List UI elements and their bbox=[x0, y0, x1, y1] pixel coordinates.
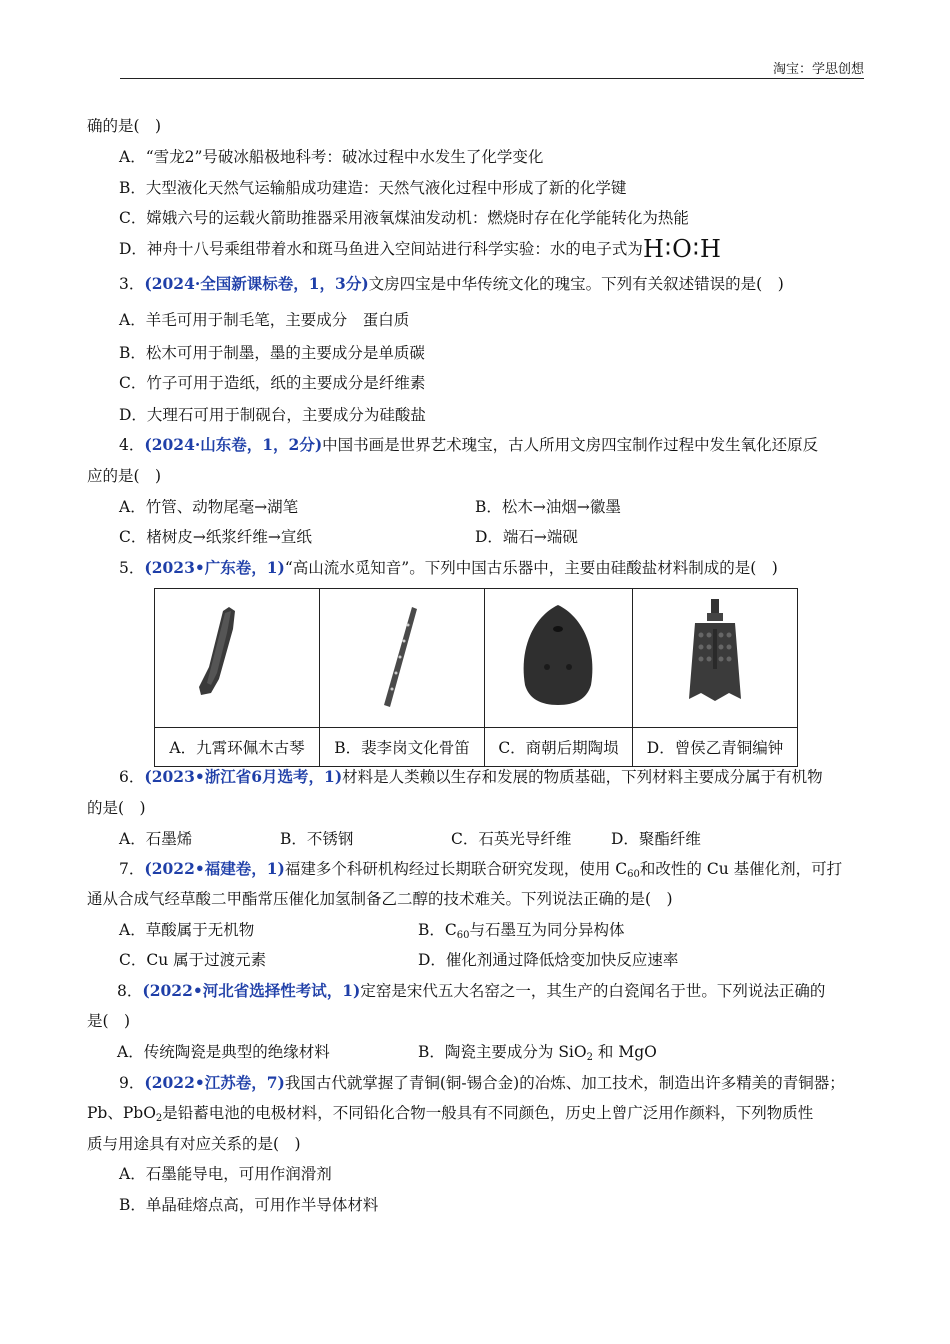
q3-option-b: B．松木可用于制墨，墨的主要成分是单质碳 bbox=[119, 344, 425, 362]
q7-option-c: C．Cu 属于过渡元素 bbox=[119, 951, 267, 969]
q9-number: 9． bbox=[119, 1074, 145, 1092]
q9-stem-text: 我国古代就掌握了青铜(铜-锡合金)的冶炼、加工技术，制造出许多精美的青铜器； bbox=[284, 1074, 845, 1092]
q9-stem-line3: 质与用途具有对应关系的是( ) bbox=[87, 1135, 301, 1153]
q2-option-d bbox=[119, 235, 722, 263]
q6-option-b: B．不锈钢 bbox=[280, 830, 354, 848]
instrument-caption-c: C．商朝后期陶埙 bbox=[485, 728, 633, 767]
q7-option-b-subscript: 60 bbox=[456, 930, 470, 941]
q5-stem-text: “高山流水觅知音”。下列中国古乐器中，主要由硅酸盐材料制成的是( ) bbox=[284, 559, 778, 577]
q2-option-d-text: D．神舟十八号乘组带着水和斑马鱼进入空间站进行科学实验：水的电子式为 bbox=[119, 240, 643, 258]
q7-source: (2022•福建卷，1) bbox=[144, 859, 285, 878]
q6-source: (2023•浙江省6月选考，1) bbox=[144, 767, 343, 786]
q7-option-b-a: B．C bbox=[418, 921, 457, 939]
q4-stem-line2: 应的是( ) bbox=[87, 467, 162, 485]
q6-option-c: C．石英光导纤维 bbox=[451, 830, 572, 848]
q8-option-a: A．传统陶瓷是典型的绝缘材料 bbox=[117, 1043, 330, 1061]
q7-option-d: D．催化剂通过降低焓变加快反应速率 bbox=[418, 951, 679, 969]
q5-stem bbox=[119, 557, 778, 579]
guqin-image-cell bbox=[155, 589, 320, 728]
q4-option-b: B．松木→油烟→徽墨 bbox=[475, 498, 621, 516]
instrument-caption-b: B．裴李岗文化骨笛 bbox=[320, 728, 485, 767]
q4-stem bbox=[119, 434, 818, 456]
q3-option-c: C．竹子可用于造纸，纸的主要成分是纤维素 bbox=[119, 374, 426, 392]
q8-option-b-b: 和 MgO bbox=[592, 1043, 657, 1061]
bianzhong-image-cell bbox=[633, 589, 798, 728]
q5-source: (2023•广东卷，1) bbox=[144, 558, 285, 577]
q9-stem2-b: 是铅蓄电池的电极材料，不同铅化合物一般具有不同颜色，历史上曾广泛用作颜料，下列物质性 bbox=[162, 1104, 814, 1122]
q6-stem-line2: 的是( ) bbox=[87, 799, 146, 817]
q2-stem-tail: 确的是( ) bbox=[87, 117, 162, 135]
q8-stem-line2: 是( ) bbox=[87, 1012, 131, 1030]
q2-option-b: B．大型液化天然气运输船成功建造：天然气液化过程中形成了新的化学键 bbox=[119, 179, 627, 197]
q9-stem2-a: Pb、PbO bbox=[87, 1104, 156, 1122]
q7-number: 7． bbox=[119, 860, 145, 878]
q7-option-a: A．草酸属于无机物 bbox=[119, 921, 255, 939]
q4-option-c: C．楮树皮→纸浆纤维→宣纸 bbox=[119, 528, 312, 546]
q6-stem-text: 材料是人类赖以生存和发展的物质基础，下列材料主要成分属于有机物 bbox=[342, 768, 823, 786]
q3-option-d: D．大理石可用于制砚台，主要成分为硅酸盐 bbox=[119, 406, 426, 424]
q9-option-b: B．单晶硅熔点高，可用作半导体材料 bbox=[119, 1196, 379, 1214]
q7-option-b-b: 与石墨互为同分异构体 bbox=[469, 921, 625, 939]
q7-stem bbox=[119, 858, 842, 886]
q7-option-b bbox=[418, 919, 625, 947]
q4-number: 4． bbox=[119, 436, 145, 454]
q6-number: 6． bbox=[119, 768, 145, 786]
xun-image bbox=[485, 589, 632, 723]
q3-option-a: A．羊毛可用于制毛笔，主要成分 蛋白质 bbox=[119, 311, 410, 329]
q3-number: 3． bbox=[119, 275, 145, 293]
bianzhong-image bbox=[633, 589, 797, 723]
instrument-table bbox=[154, 588, 798, 767]
q6-stem bbox=[119, 766, 823, 788]
q9-source: (2022•江苏卷，7) bbox=[144, 1073, 285, 1092]
instrument-caption-d: D．曾侯乙青铜编钟 bbox=[633, 728, 798, 767]
q2-option-a: A．“雪龙2”号破冰船极地科考：破冰过程中水发生了化学变化 bbox=[119, 148, 544, 166]
q6-option-a: A．石墨烯 bbox=[119, 830, 193, 848]
q2-option-c: C．嫦娥六号的运载火箭助推器采用液氧煤油发动机：燃烧时存在化学能转化为热能 bbox=[119, 209, 689, 227]
q7-stem-line2: 通从合成气经草酸二甲酯常压催化加氢制备乙二醇的技术难关。下列说法正确的是( ) bbox=[87, 890, 673, 908]
q8-source: (2022•河北省选择性考试，1) bbox=[142, 981, 361, 1000]
q8-stem-text: 定窑是宋代五大名窑之一，其生产的白瓷闻名于世。下列说法正确的 bbox=[360, 982, 826, 1000]
page-header bbox=[120, 58, 864, 79]
q3-stem-text: 文房四宝是中华传统文化的瑰宝。下列有关叙述错误的是( ) bbox=[368, 275, 784, 293]
q6-option-d: D．聚酯纤维 bbox=[611, 830, 701, 848]
q9-stem-line2 bbox=[87, 1102, 813, 1130]
q7-stem-subscript: 60 bbox=[627, 869, 640, 880]
bone-flute-image bbox=[320, 589, 484, 723]
q4-source: (2024·山东卷，1，2分) bbox=[144, 435, 323, 454]
q4-option-a: A．竹管、动物尾毫→湖笔 bbox=[119, 498, 299, 516]
q8-option-b bbox=[418, 1041, 657, 1069]
header-text: 淘宝：学思创想 bbox=[772, 62, 864, 77]
q4-stem-text: 中国书画是世界艺术瑰宝，古人所用文房四宝制作过程中发生氧化还原反 bbox=[322, 436, 819, 454]
q4-option-d: D．端石→端砚 bbox=[475, 528, 578, 546]
water-electron-formula: H∶O∶H bbox=[642, 235, 722, 263]
q5-number: 5． bbox=[119, 559, 145, 577]
q8-stem bbox=[117, 980, 825, 1002]
q8-number: 8． bbox=[117, 982, 143, 1000]
q8-option-b-a: B．陶瓷主要成分为 SiO bbox=[418, 1043, 587, 1061]
q3-stem bbox=[119, 273, 784, 295]
q7-stem-text-b: 和改性的 Cu 基催化剂，可打 bbox=[639, 860, 843, 878]
q9-stem2-subscript: 2 bbox=[155, 1113, 163, 1124]
xun-image-cell bbox=[485, 589, 633, 728]
q9-option-a: A．石墨能导电，可用作润滑剂 bbox=[119, 1165, 332, 1183]
q7-stem-text-a: 福建多个科研机构经过长期联合研究发现，使用 C bbox=[284, 860, 628, 878]
q9-stem bbox=[119, 1072, 845, 1094]
instrument-caption-a: A．九霄环佩木古琴 bbox=[155, 728, 320, 767]
q8-option-b-subscript: 2 bbox=[586, 1052, 593, 1063]
q3-source: (2024·全国新课标卷，1，3分) bbox=[144, 274, 369, 293]
guqin-image bbox=[155, 589, 319, 723]
bone-flute-image-cell bbox=[320, 589, 485, 728]
